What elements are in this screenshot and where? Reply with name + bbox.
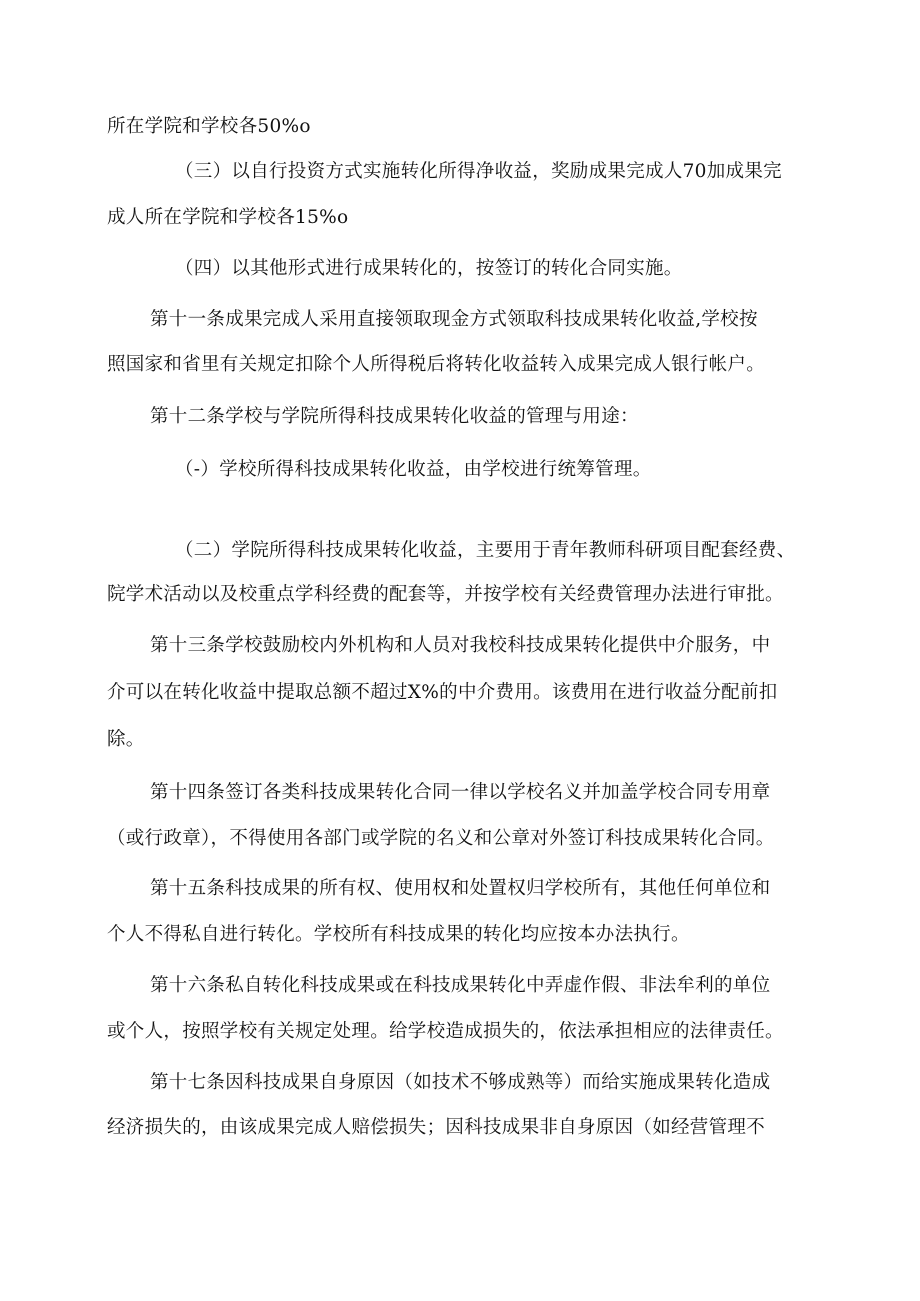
text-line-13: 除。 (107, 729, 145, 750)
text-line-17: 个人不得私自进行转化。学校所有科技成果的转化均应按本办法执行。 (107, 924, 690, 945)
text-line-8: （-）学校所得科技成果转化收益，由学校进行统筹管理。 (175, 459, 652, 480)
text-line-19: 或个人，按照学校有关规定处理。给学校造成损失的，依法承担相应的法律责任。 (107, 1021, 784, 1042)
text-line-14: 第十四条签订各类科技成果转化合同一律以学校名义并加盖学校合同专用章 (150, 782, 771, 803)
text-line-7: 第十二条学校与学院所得科技成果转化收益的管理与用途： (150, 406, 639, 427)
text-line-1: 所在学院和学校各50%o (107, 116, 311, 137)
text-line-11: 第十三条学校鼓励校内外机构和人员对我校科技成果转化提供中介服务，中 (150, 635, 771, 656)
text-line-3: 成人所在学院和学校各15%o (107, 207, 349, 228)
text-line-9: （二）学院所得科技成果转化收益，主要用于青年教师科研项目配套经费、 (175, 540, 796, 561)
text-line-6: 照国家和省里有关规定扣除个人所得税后将转化收益转入成果完成人银行帐户。 (107, 354, 766, 375)
text-line-18: 第十六条私自转化科技成果或在科技成果转化中弄虚作假、非法牟利的单位 (150, 975, 771, 996)
text-line-10: 院学术活动以及校重点学科经费的配套等，并按学校有关经费管理办法进行审批。 (107, 584, 784, 605)
text-line-2: （三）以自行投资方式实施转化所得净收益，奖励成果完成人70加成果完 (175, 161, 782, 182)
text-line-15: （或行政章），不得使用各部门或学院的名义和公章对外签订科技成果转化合同。 (107, 828, 775, 849)
text-line-20: 第十七条因科技成果自身原因（如技术不够成熟等）而给实施成果转化造成 (150, 1072, 771, 1093)
text-line-4: （四）以其他形式进行成果转化的，按签订的转化合同实施。 (175, 258, 683, 279)
text-line-5: 第十一条成果完成人采用直接领取现金方式领取科技成果转化收益,学校按 (150, 309, 758, 330)
text-line-12: 介可以在转化收益中提取总额不超过X%的中介费用。该费用在进行收益分配前扣 (107, 682, 778, 703)
text-line-21: 经济损失的，由该成果完成人赔偿损失；因科技成果非自身原因（如经营管理不 (107, 1117, 766, 1138)
text-line-16: 第十五条科技成果的所有权、使用权和处置权归学校所有，其他任何单位和 (150, 878, 771, 899)
